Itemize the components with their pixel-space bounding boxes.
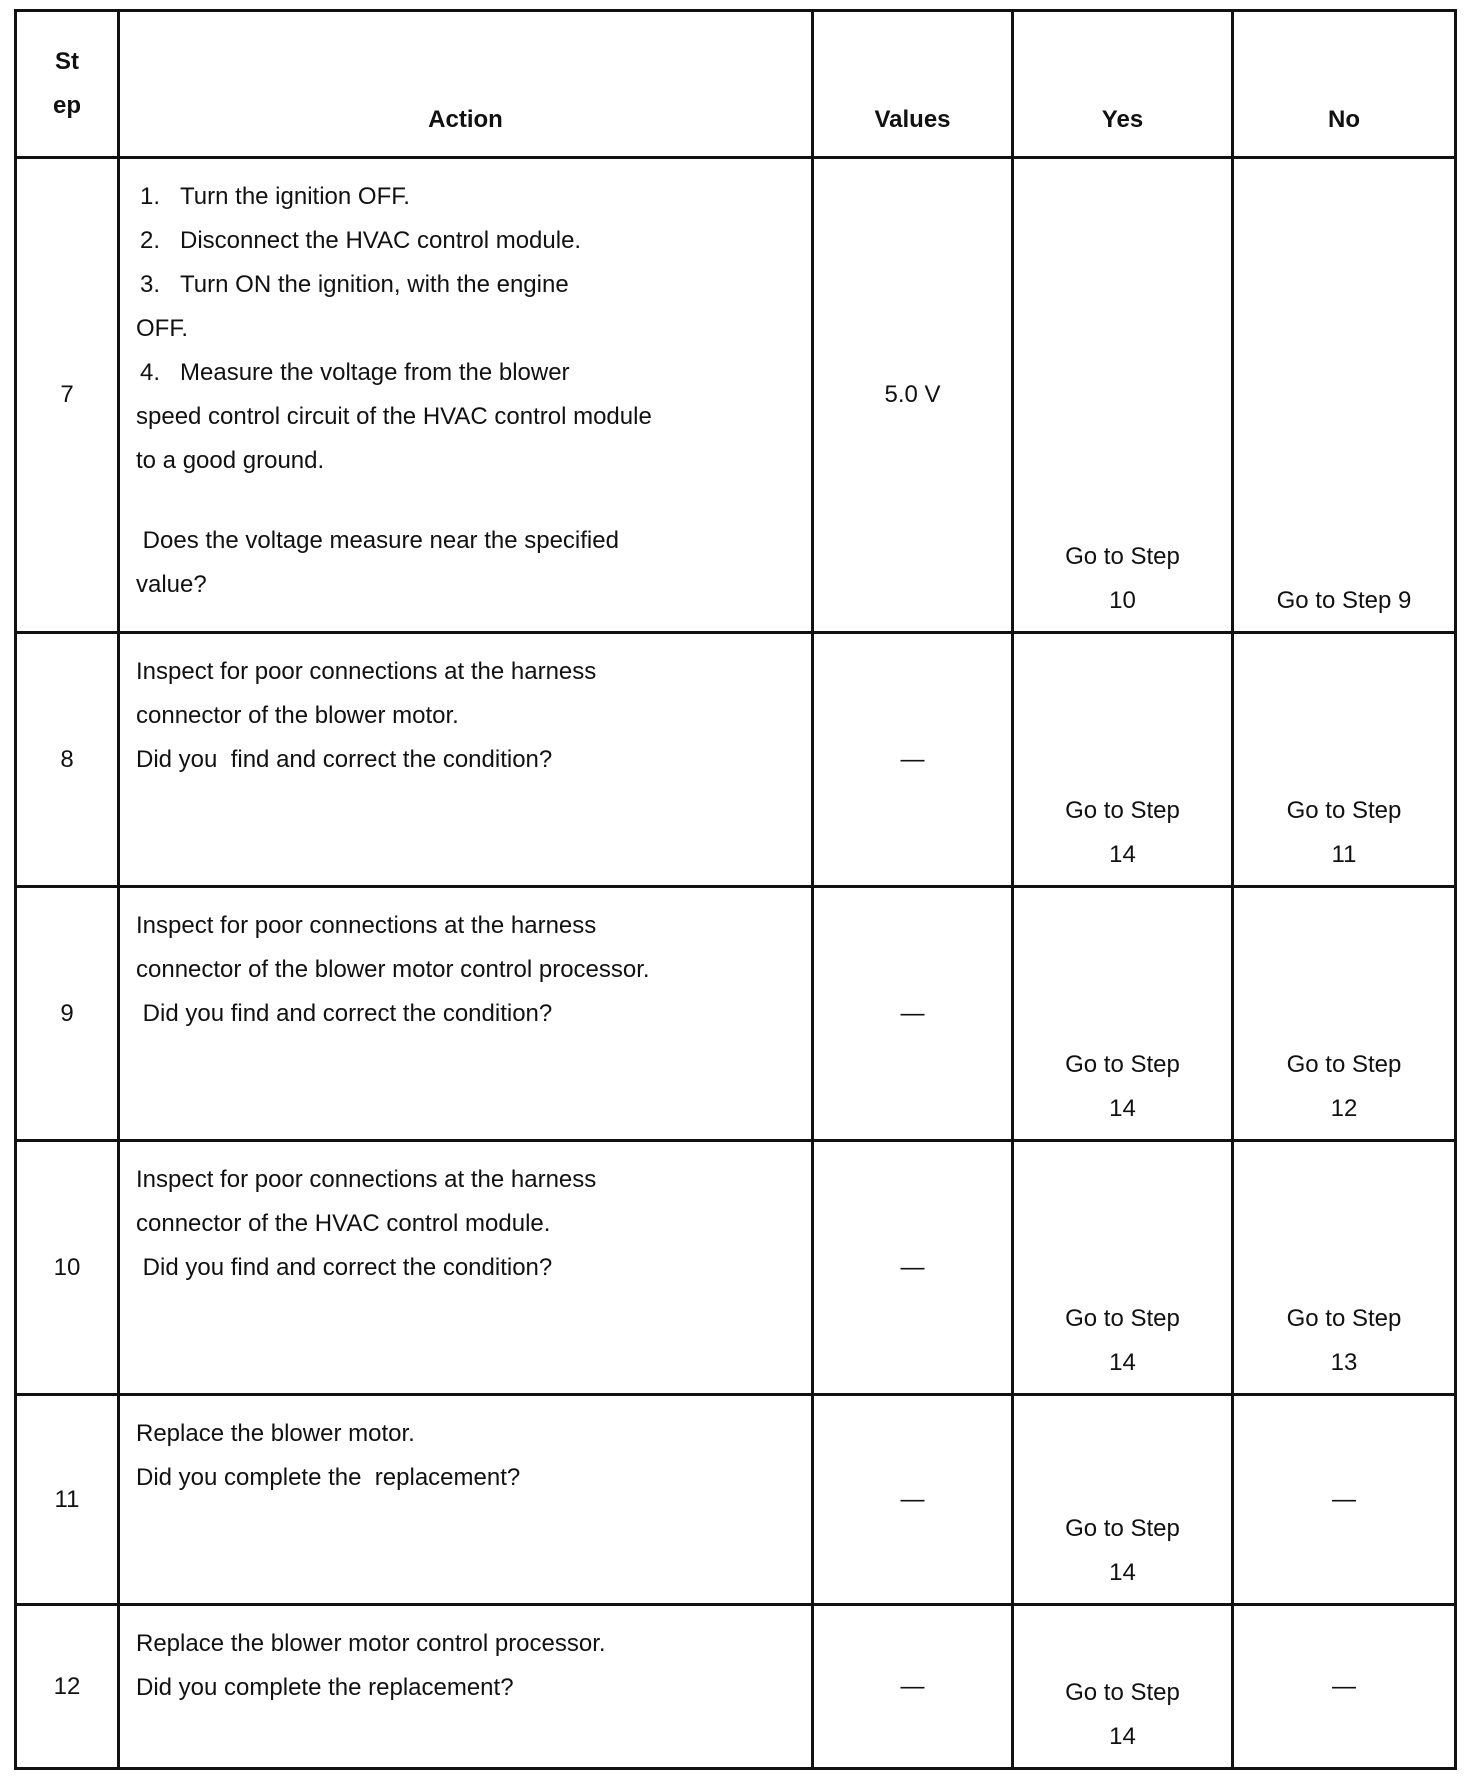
no-goto-label: Go to Step 9: [1276, 587, 1412, 614]
step-number: 9: [16, 887, 119, 1141]
action-line: speed control circuit of the HVAC control module: [136, 403, 652, 430]
yes-goto-label: Go to Step: [1065, 543, 1180, 570]
action-line: to a good ground.: [136, 447, 325, 474]
table-row: [16, 1605, 1456, 1769]
action-line: 4. Measure the voltage from the blower: [140, 359, 570, 386]
yes-goto-step: 14: [1109, 1095, 1136, 1122]
step-header-line1: St: [55, 48, 79, 75]
step-number: 11: [16, 1395, 119, 1605]
action-line: Replace the blower motor control processor.: [136, 1630, 606, 1657]
no-cell: [1233, 633, 1456, 887]
no-goto-label: Go to Step: [1286, 1051, 1402, 1078]
yes-goto-label: Go to Step: [1065, 797, 1180, 824]
table-row: [16, 633, 1456, 887]
value-cell: —: [813, 887, 1013, 1141]
yes-cell: [1013, 887, 1233, 1141]
action-cell: [119, 158, 813, 633]
yes-column-header: Yes: [1013, 11, 1233, 158]
yes-goto-step: 14: [1109, 1723, 1136, 1750]
yes-cell: [1013, 158, 1233, 633]
action-cell: [119, 887, 813, 1141]
action-line: Inspect for poor connections at the harness: [136, 912, 597, 939]
yes-goto-label: Go to Step: [1065, 1679, 1180, 1706]
action-line: 2. Disconnect the HVAC control module.: [140, 227, 582, 254]
action-question: Does the voltage measure near the specified: [136, 527, 619, 554]
table-row: [16, 1395, 1456, 1605]
table-row: [16, 158, 1456, 633]
yes-goto-step: 14: [1109, 1349, 1136, 1376]
yes-goto-label: Go to Step: [1065, 1515, 1180, 1542]
procedure-table-container: [14, 9, 1457, 1770]
no-cell: [1233, 887, 1456, 1141]
action-line: OFF.: [136, 315, 188, 342]
no-cell: [1233, 1141, 1456, 1395]
action-line: Did you complete the replacement?: [136, 1674, 514, 1701]
action-cell: [119, 1141, 813, 1395]
no-goto-label: Go to Step: [1286, 1305, 1402, 1332]
value-cell: —: [813, 1605, 1013, 1769]
step-number: 8: [16, 633, 119, 887]
action-line: connector of the HVAC control module.: [136, 1210, 551, 1237]
action-line: connector of the blower motor.: [136, 702, 459, 729]
action-line: Did you complete the replacement?: [136, 1464, 521, 1491]
step-number: 7: [16, 158, 119, 633]
value-cell: —: [813, 633, 1013, 887]
yes-goto-step: 14: [1109, 1559, 1136, 1586]
action-column-header: Action: [119, 11, 813, 158]
yes-goto-label: Go to Step: [1065, 1305, 1180, 1332]
action-line: Did you find and correct the condition?: [136, 1000, 553, 1027]
values-column-header: Values: [813, 11, 1013, 158]
step-number: 10: [16, 1141, 119, 1395]
no-goto-label: Go to Step: [1286, 797, 1402, 824]
no-column-header: No: [1233, 11, 1456, 158]
yes-cell: [1013, 1605, 1233, 1769]
yes-cell: [1013, 1141, 1233, 1395]
action-cell: [119, 1605, 813, 1769]
yes-goto-step: 14: [1109, 841, 1136, 868]
action-question: value?: [136, 571, 207, 598]
action-spacer: [136, 483, 799, 519]
action-line: connector of the blower motor control processor.: [136, 956, 650, 983]
yes-cell: [1013, 1395, 1233, 1605]
action-line: 3. Turn ON the ignition, with the engine: [140, 271, 569, 298]
diagnostic-procedure-table: [14, 9, 1457, 1770]
step-number: 12: [16, 1605, 119, 1769]
no-goto-step: 13: [1330, 1349, 1358, 1376]
action-line: Inspect for poor connections at the harness: [136, 658, 597, 685]
step-column-header: [16, 11, 119, 158]
table-row: [16, 1141, 1456, 1395]
action-cell: [119, 1395, 813, 1605]
action-line: Did you find and correct the condition?: [136, 746, 553, 773]
no-goto-step: 12: [1330, 1095, 1358, 1122]
no-cell: [1233, 1395, 1456, 1605]
value-cell: —: [813, 1395, 1013, 1605]
table-row: [16, 887, 1456, 1141]
value-cell: 5.0 V: [813, 158, 1013, 633]
step-header-line2: ep: [52, 92, 81, 119]
yes-goto-label: Go to Step: [1065, 1051, 1180, 1078]
action-line: Replace the blower motor.: [136, 1420, 415, 1447]
action-line: 1. Turn the ignition OFF.: [140, 183, 410, 210]
action-line: Did you find and correct the condition?: [136, 1254, 553, 1281]
action-line: Inspect for poor connections at the harness: [136, 1166, 597, 1193]
yes-goto-step: 10: [1109, 587, 1136, 614]
no-cell: [1233, 1605, 1456, 1769]
no-goto-step: 11: [1331, 841, 1357, 868]
no-cell: [1233, 158, 1456, 633]
no-goto-label: —: [1332, 1485, 1356, 1513]
table-header-row: [16, 11, 1456, 158]
no-goto-label: —: [1332, 1672, 1356, 1700]
yes-cell: [1013, 633, 1233, 887]
action-cell: [119, 633, 813, 887]
value-cell: —: [813, 1141, 1013, 1395]
